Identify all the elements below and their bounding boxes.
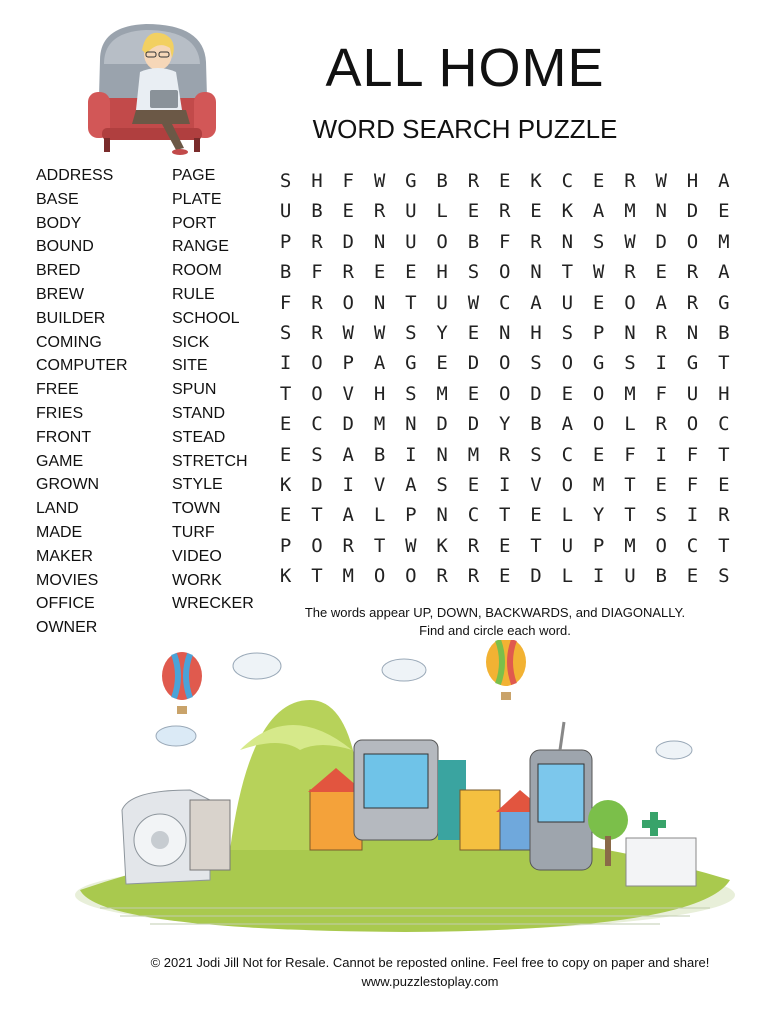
grid-letter[interactable]: P — [279, 230, 292, 253]
grid-letter[interactable]: E — [467, 473, 480, 496]
grid-letter[interactable]: D — [655, 230, 667, 253]
grid-letter[interactable]: O — [436, 230, 448, 253]
grid-letter[interactable]: H — [686, 170, 699, 192]
grid-letter[interactable]: O — [499, 261, 511, 284]
word-list-item: STRETCH — [172, 452, 248, 470]
grid-letter[interactable]: D — [467, 352, 480, 375]
word-list-item: LAND — [36, 500, 79, 518]
grid-letter[interactable]: M — [436, 382, 448, 405]
word-list-item: GAME — [36, 452, 84, 470]
grid-letter[interactable]: T — [499, 504, 511, 527]
website-link[interactable]: www.puzzlestoplay.com — [361, 974, 499, 989]
grid-letter[interactable]: N — [436, 443, 448, 466]
grid-letter[interactable]: E — [373, 261, 386, 284]
grid-letter[interactable]: B — [311, 200, 323, 223]
grid-letter[interactable]: N — [686, 321, 699, 344]
grid-letter[interactable]: O — [624, 291, 636, 314]
grid-letter[interactable]: C — [561, 443, 574, 466]
word-list-item: TURF — [172, 523, 215, 541]
grid-letter[interactable]: G — [718, 291, 730, 314]
grid-letter[interactable]: U — [561, 291, 574, 314]
grid-letter[interactable]: R — [499, 200, 511, 223]
grid-letter[interactable]: T — [561, 261, 574, 284]
grid-letter[interactable]: T — [718, 534, 730, 557]
word-list-item: ADDRESS — [36, 167, 114, 184]
grid-letter[interactable]: E — [655, 473, 667, 496]
grid-letter[interactable]: M — [373, 413, 386, 436]
grid-letter[interactable]: H — [373, 382, 386, 405]
grid-letter[interactable]: L — [624, 413, 636, 436]
grid-letter[interactable]: G — [686, 352, 699, 375]
grid-letter[interactable]: R — [530, 230, 542, 253]
word-list-item: COMING — [36, 333, 102, 351]
grid-letter[interactable]: E — [342, 200, 354, 223]
grid-letter[interactable]: S — [592, 230, 605, 253]
word-list-item: STAND — [172, 404, 226, 422]
grid-letter[interactable]: R — [467, 170, 480, 192]
mobile-phone — [530, 722, 592, 870]
grid-letter[interactable]: D — [467, 413, 480, 436]
grid-letter[interactable]: R — [373, 200, 386, 223]
grid-letter[interactable]: E — [655, 261, 667, 284]
grid-letter[interactable]: T — [311, 565, 323, 588]
word-list-item: OFFICE — [36, 595, 95, 613]
grid-letter[interactable]: W — [624, 230, 636, 253]
word-list-item: BUILDER — [36, 309, 106, 327]
word-list-item: SPUN — [172, 381, 217, 399]
grid-letter[interactable]: D — [686, 200, 699, 223]
grid-letter[interactable]: T — [373, 534, 386, 557]
grid-letter[interactable]: L — [561, 504, 574, 527]
grid-letter[interactable]: A — [530, 291, 542, 314]
grid-letter[interactable]: L — [436, 200, 448, 223]
grid-letter[interactable]: I — [655, 352, 667, 375]
grid-letter[interactable]: V — [373, 473, 386, 496]
grid-letter[interactable]: E — [592, 170, 605, 192]
grid-letter[interactable]: W — [373, 321, 386, 344]
grid-letter[interactable]: M — [624, 382, 636, 405]
grid-letter[interactable]: N — [373, 230, 386, 253]
word-list-item: GROWN — [36, 476, 100, 494]
grid-letter[interactable]: U — [405, 230, 417, 253]
grid-letter[interactable]: P — [279, 534, 292, 557]
grid-letter[interactable]: F — [279, 291, 292, 314]
page-subtitle: WORD SEARCH PUZZLE — [312, 114, 618, 144]
grid-letter[interactable]: B — [279, 261, 292, 284]
grid-letter[interactable]: S — [655, 504, 667, 527]
word-list-item: MAKER — [36, 547, 93, 565]
grid-letter[interactable]: O — [342, 291, 354, 314]
grid-letter[interactable]: R — [624, 170, 636, 192]
grid-letter[interactable]: Y — [436, 321, 448, 344]
grid-letter[interactable]: N — [436, 504, 448, 527]
grid-letter[interactable]: E — [499, 534, 511, 557]
grid-letter[interactable]: S — [405, 382, 417, 405]
hot-air-balloon-right — [486, 640, 526, 700]
word-list-item: RULE — [172, 285, 215, 303]
grid-letter[interactable]: O — [373, 565, 386, 588]
grid-letter[interactable]: R — [467, 534, 480, 557]
grid-letter[interactable]: N — [405, 413, 417, 436]
grid-letter[interactable]: S — [624, 352, 636, 375]
word-list-item: BRED — [36, 262, 81, 280]
grid-letter[interactable]: C — [499, 291, 511, 314]
grid-letter[interactable]: U — [405, 200, 417, 223]
grid-letter[interactable]: E — [530, 504, 542, 527]
grid-letter[interactable]: A — [718, 170, 730, 192]
grid-letter[interactable]: O — [561, 473, 574, 496]
grid-letter[interactable]: T — [279, 382, 292, 405]
grid-letter[interactable]: S — [279, 321, 292, 344]
grid-letter[interactable]: D — [311, 473, 323, 496]
word-list-column-2 — [172, 164, 254, 616]
grid-letter[interactable]: K — [530, 170, 542, 192]
grid-letter[interactable]: I — [405, 443, 417, 466]
grid-letter[interactable]: A — [342, 504, 354, 527]
word-list-item: FRONT — [36, 428, 92, 446]
grid-letter[interactable]: N — [655, 200, 667, 223]
grid-letter[interactable]: C — [718, 413, 730, 436]
grid-letter[interactable]: T — [530, 534, 542, 557]
grid-letter[interactable]: C — [311, 413, 323, 436]
instructions — [270, 604, 720, 640]
grid-letter[interactable]: P — [342, 352, 354, 375]
grid-letter[interactable]: S — [279, 170, 292, 192]
grid-letter[interactable]: T — [624, 473, 636, 496]
grid-letter[interactable]: N — [530, 261, 542, 284]
word-list-item: MADE — [36, 523, 83, 541]
word-list-item: SITE — [172, 357, 208, 375]
instructions-line-2: Find and circle each word. — [419, 623, 571, 638]
grid-letter[interactable]: R — [686, 261, 699, 284]
grid-letter[interactable]: M — [592, 473, 605, 496]
copyright-notice: © 2021 Jodi Jill Not for Resale. Cannot be reposted online. Feel free to copy on paper and share! — [150, 955, 710, 970]
grid-letter[interactable]: N — [499, 321, 511, 344]
grid-letter[interactable]: E — [592, 291, 605, 314]
grid-letter[interactable]: E — [436, 352, 448, 375]
grid-letter[interactable]: D — [342, 413, 354, 436]
grid-letter[interactable]: A — [592, 200, 605, 223]
grid-letter[interactable]: P — [405, 504, 417, 527]
grid-letter[interactable]: F — [624, 443, 636, 466]
grid-letter[interactable]: L — [561, 565, 574, 588]
grid-letter[interactable]: D — [530, 565, 542, 588]
grid-letter[interactable]: B — [373, 443, 386, 466]
grid-letter[interactable]: I — [499, 473, 511, 496]
word-list-item: BODY — [36, 214, 82, 232]
grid-letter[interactable]: V — [530, 473, 542, 496]
word-list-item: PAGE — [172, 167, 216, 184]
word-list-item: PORT — [172, 214, 217, 232]
grid-letter[interactable]: W — [373, 170, 386, 192]
grid-letter[interactable]: F — [311, 261, 323, 284]
grid-letter[interactable]: E — [467, 321, 480, 344]
grid-letter[interactable]: C — [561, 170, 574, 192]
grid-letter[interactable]: R — [718, 504, 730, 527]
grid-letter[interactable]: F — [686, 473, 699, 496]
word-list-item: WRECKER — [172, 595, 254, 613]
grid-letter[interactable]: A — [405, 473, 417, 496]
word-list-item: COMPUTER — [36, 357, 128, 375]
grid-letter[interactable]: S — [530, 352, 542, 375]
word-list-item: STYLE — [172, 476, 223, 494]
word-list-item: OWNER — [36, 619, 98, 637]
grid-letter[interactable]: N — [624, 321, 636, 344]
grid-letter[interactable]: O — [405, 565, 417, 588]
grid-letter[interactable]: S — [405, 321, 417, 344]
grid-letter[interactable]: P — [592, 534, 605, 557]
grid-letter[interactable]: F — [499, 230, 511, 253]
grid-letter[interactable]: E — [499, 170, 511, 192]
grid-letter[interactable]: R — [655, 321, 667, 344]
grid-letter[interactable]: M — [467, 443, 480, 466]
grid-letter[interactable]: E — [467, 382, 480, 405]
grid-letter[interactable]: O — [499, 352, 511, 375]
grid-letter[interactable]: A — [655, 291, 667, 314]
grid-letter[interactable]: A — [342, 443, 354, 466]
grid-letter[interactable]: B — [467, 230, 480, 253]
grid-letter[interactable]: U — [624, 565, 636, 588]
grid-letter[interactable]: F — [655, 382, 667, 405]
grid-letter[interactable]: O — [686, 413, 699, 436]
grid-letter[interactable]: C — [686, 534, 699, 557]
grid-letter[interactable]: K — [279, 473, 292, 496]
grid-letter[interactable]: S — [311, 443, 323, 466]
grid-letter[interactable]: O — [311, 382, 323, 405]
grid-letter[interactable]: O — [686, 230, 699, 253]
grid-letter[interactable]: S — [467, 261, 480, 284]
grid-letter[interactable]: E — [718, 200, 730, 223]
grid-letter[interactable]: R — [342, 261, 354, 284]
grid-letter[interactable]: H — [530, 321, 542, 344]
grid-letter[interactable]: O — [311, 352, 323, 375]
grid-letter[interactable]: D — [530, 382, 542, 405]
instructions-line-1: The words appear UP, DOWN, BACKWARDS, and DIAGONALLY. — [304, 605, 686, 620]
grid-letter[interactable]: E — [718, 473, 730, 496]
word-list-item: TOWN — [172, 500, 221, 518]
word-list-item: ROOM — [172, 262, 222, 280]
grid-letter[interactable]: O — [311, 534, 323, 557]
grid-letter[interactable]: U — [279, 200, 292, 223]
word-list-column-1 — [36, 164, 128, 640]
grid-letter[interactable]: K — [279, 565, 292, 588]
word-list-item: FREE — [36, 381, 79, 399]
grid-letter[interactable]: R — [686, 291, 699, 314]
grid-letter[interactable]: H — [718, 382, 730, 405]
letter-grid — [270, 166, 739, 591]
grid-letter[interactable]: I — [342, 473, 354, 496]
word-list-item: VIDEO — [172, 547, 222, 565]
word-list-item: SCHOOL — [172, 309, 240, 327]
grid-letter[interactable]: F — [342, 170, 354, 192]
word-list-item: FRIES — [36, 404, 84, 422]
grid-letter[interactable]: K — [436, 534, 448, 557]
grid-letter[interactable]: T — [718, 443, 730, 466]
grid-letter[interactable]: E — [405, 261, 417, 284]
grid-letter[interactable]: D — [436, 413, 448, 436]
grid-letter[interactable]: A — [718, 261, 730, 284]
grid-letter[interactable]: B — [655, 565, 667, 588]
grid-letter[interactable]: S — [718, 565, 730, 588]
word-list-item: WORK — [172, 571, 222, 589]
word-list-item: BREW — [36, 285, 84, 303]
grid-letter[interactable]: D — [342, 230, 354, 253]
grid-letter[interactable]: E — [279, 443, 292, 466]
grid-letter[interactable]: B — [718, 321, 730, 344]
footer — [100, 953, 760, 991]
grid-letter[interactable]: O — [561, 352, 574, 375]
grid-letter[interactable]: I — [655, 443, 667, 466]
grid-letter[interactable]: N — [561, 230, 574, 253]
hot-air-balloon-left — [162, 652, 202, 714]
word-list-item: SICK — [172, 333, 210, 351]
grid-letter[interactable]: E — [530, 200, 542, 223]
grid-letter[interactable]: N — [373, 291, 386, 314]
grid-letter[interactable]: P — [592, 321, 605, 344]
page-title: ALL HOME — [325, 38, 605, 98]
grid-letter[interactable]: R — [436, 565, 448, 588]
grid-letter[interactable]: U — [561, 534, 574, 557]
grid-letter[interactable]: T — [311, 504, 323, 527]
grid-letter[interactable]: W — [405, 534, 417, 557]
grid-letter[interactable]: A — [561, 413, 574, 436]
grid-letter[interactable]: S — [436, 473, 448, 496]
word-list-item: PLATE — [172, 190, 222, 208]
grid-letter[interactable]: S — [561, 321, 574, 344]
grid-letter[interactable]: R — [499, 443, 511, 466]
grid-letter[interactable]: I — [279, 352, 292, 375]
grid-letter[interactable]: M — [624, 534, 636, 557]
grid-letter[interactable]: E — [499, 565, 511, 588]
word-list-item: RANGE — [172, 238, 229, 256]
grid-letter[interactable]: I — [686, 504, 699, 527]
grid-letter[interactable]: T — [405, 291, 417, 314]
grid-letter[interactable]: O — [592, 413, 605, 436]
grid-letter[interactable]: B — [436, 170, 448, 192]
grid-letter[interactable]: G — [592, 352, 605, 375]
grid-letter[interactable]: O — [499, 382, 511, 405]
grid-letter[interactable]: V — [342, 382, 354, 405]
word-list-item: BASE — [36, 190, 79, 208]
grid-letter[interactable]: E — [592, 443, 605, 466]
grid-letter[interactable]: L — [373, 504, 386, 527]
woman-on-couch-illustration — [86, 20, 218, 160]
grid-letter[interactable]: H — [436, 261, 448, 284]
grid-letter[interactable]: W — [342, 321, 354, 344]
grid-letter[interactable]: Y — [499, 413, 511, 436]
grid-letter[interactable]: F — [686, 443, 699, 466]
grid-letter[interactable]: R — [311, 321, 323, 344]
grid-letter[interactable]: Y — [592, 504, 605, 527]
grid-letter[interactable]: W — [655, 170, 667, 192]
grid-letter[interactable]: O — [592, 382, 605, 405]
grid-letter[interactable]: M — [624, 200, 636, 223]
grid-letter[interactable]: I — [592, 565, 605, 588]
grid-letter[interactable]: G — [405, 352, 417, 375]
grid-letter[interactable]: E — [686, 565, 699, 588]
town-scene-illustration — [60, 640, 750, 945]
grid-letter[interactable]: G — [405, 170, 417, 192]
grid-letter[interactable]: K — [561, 200, 574, 223]
grid-letter[interactable]: M — [718, 230, 730, 253]
grid-letter[interactable]: U — [436, 291, 448, 314]
grid-letter[interactable]: R — [467, 565, 480, 588]
grid-letter[interactable]: W — [592, 261, 605, 284]
grid-letter[interactable]: M — [342, 565, 354, 588]
grid-letter[interactable]: C — [467, 504, 480, 527]
word-list-item: STEAD — [172, 428, 226, 446]
word-list-item: BOUND — [36, 238, 94, 256]
word-list-item: MOVIES — [36, 571, 99, 589]
grid-letter[interactable]: O — [655, 534, 667, 557]
grid-letter[interactable]: R — [311, 230, 323, 253]
grid-letter[interactable]: E — [467, 200, 480, 223]
grid-letter[interactable]: R — [342, 534, 354, 557]
grid-letter[interactable]: E — [279, 504, 292, 527]
grid-letter[interactable]: R — [311, 291, 323, 314]
grid-letter[interactable]: U — [686, 382, 699, 405]
grid-letter[interactable]: E — [279, 413, 292, 436]
grid-letter[interactable]: R — [624, 261, 636, 284]
grid-letter[interactable]: E — [561, 382, 574, 405]
grid-letter[interactable]: H — [311, 170, 323, 192]
grid-letter[interactable]: B — [530, 413, 542, 436]
grid-letter[interactable]: A — [373, 352, 386, 375]
grid-letter[interactable]: T — [718, 352, 730, 375]
grid-letter[interactable]: W — [467, 291, 480, 314]
grid-letter[interactable]: S — [530, 443, 542, 466]
grid-letter[interactable]: R — [655, 413, 667, 436]
grid-letter[interactable]: T — [624, 504, 636, 527]
